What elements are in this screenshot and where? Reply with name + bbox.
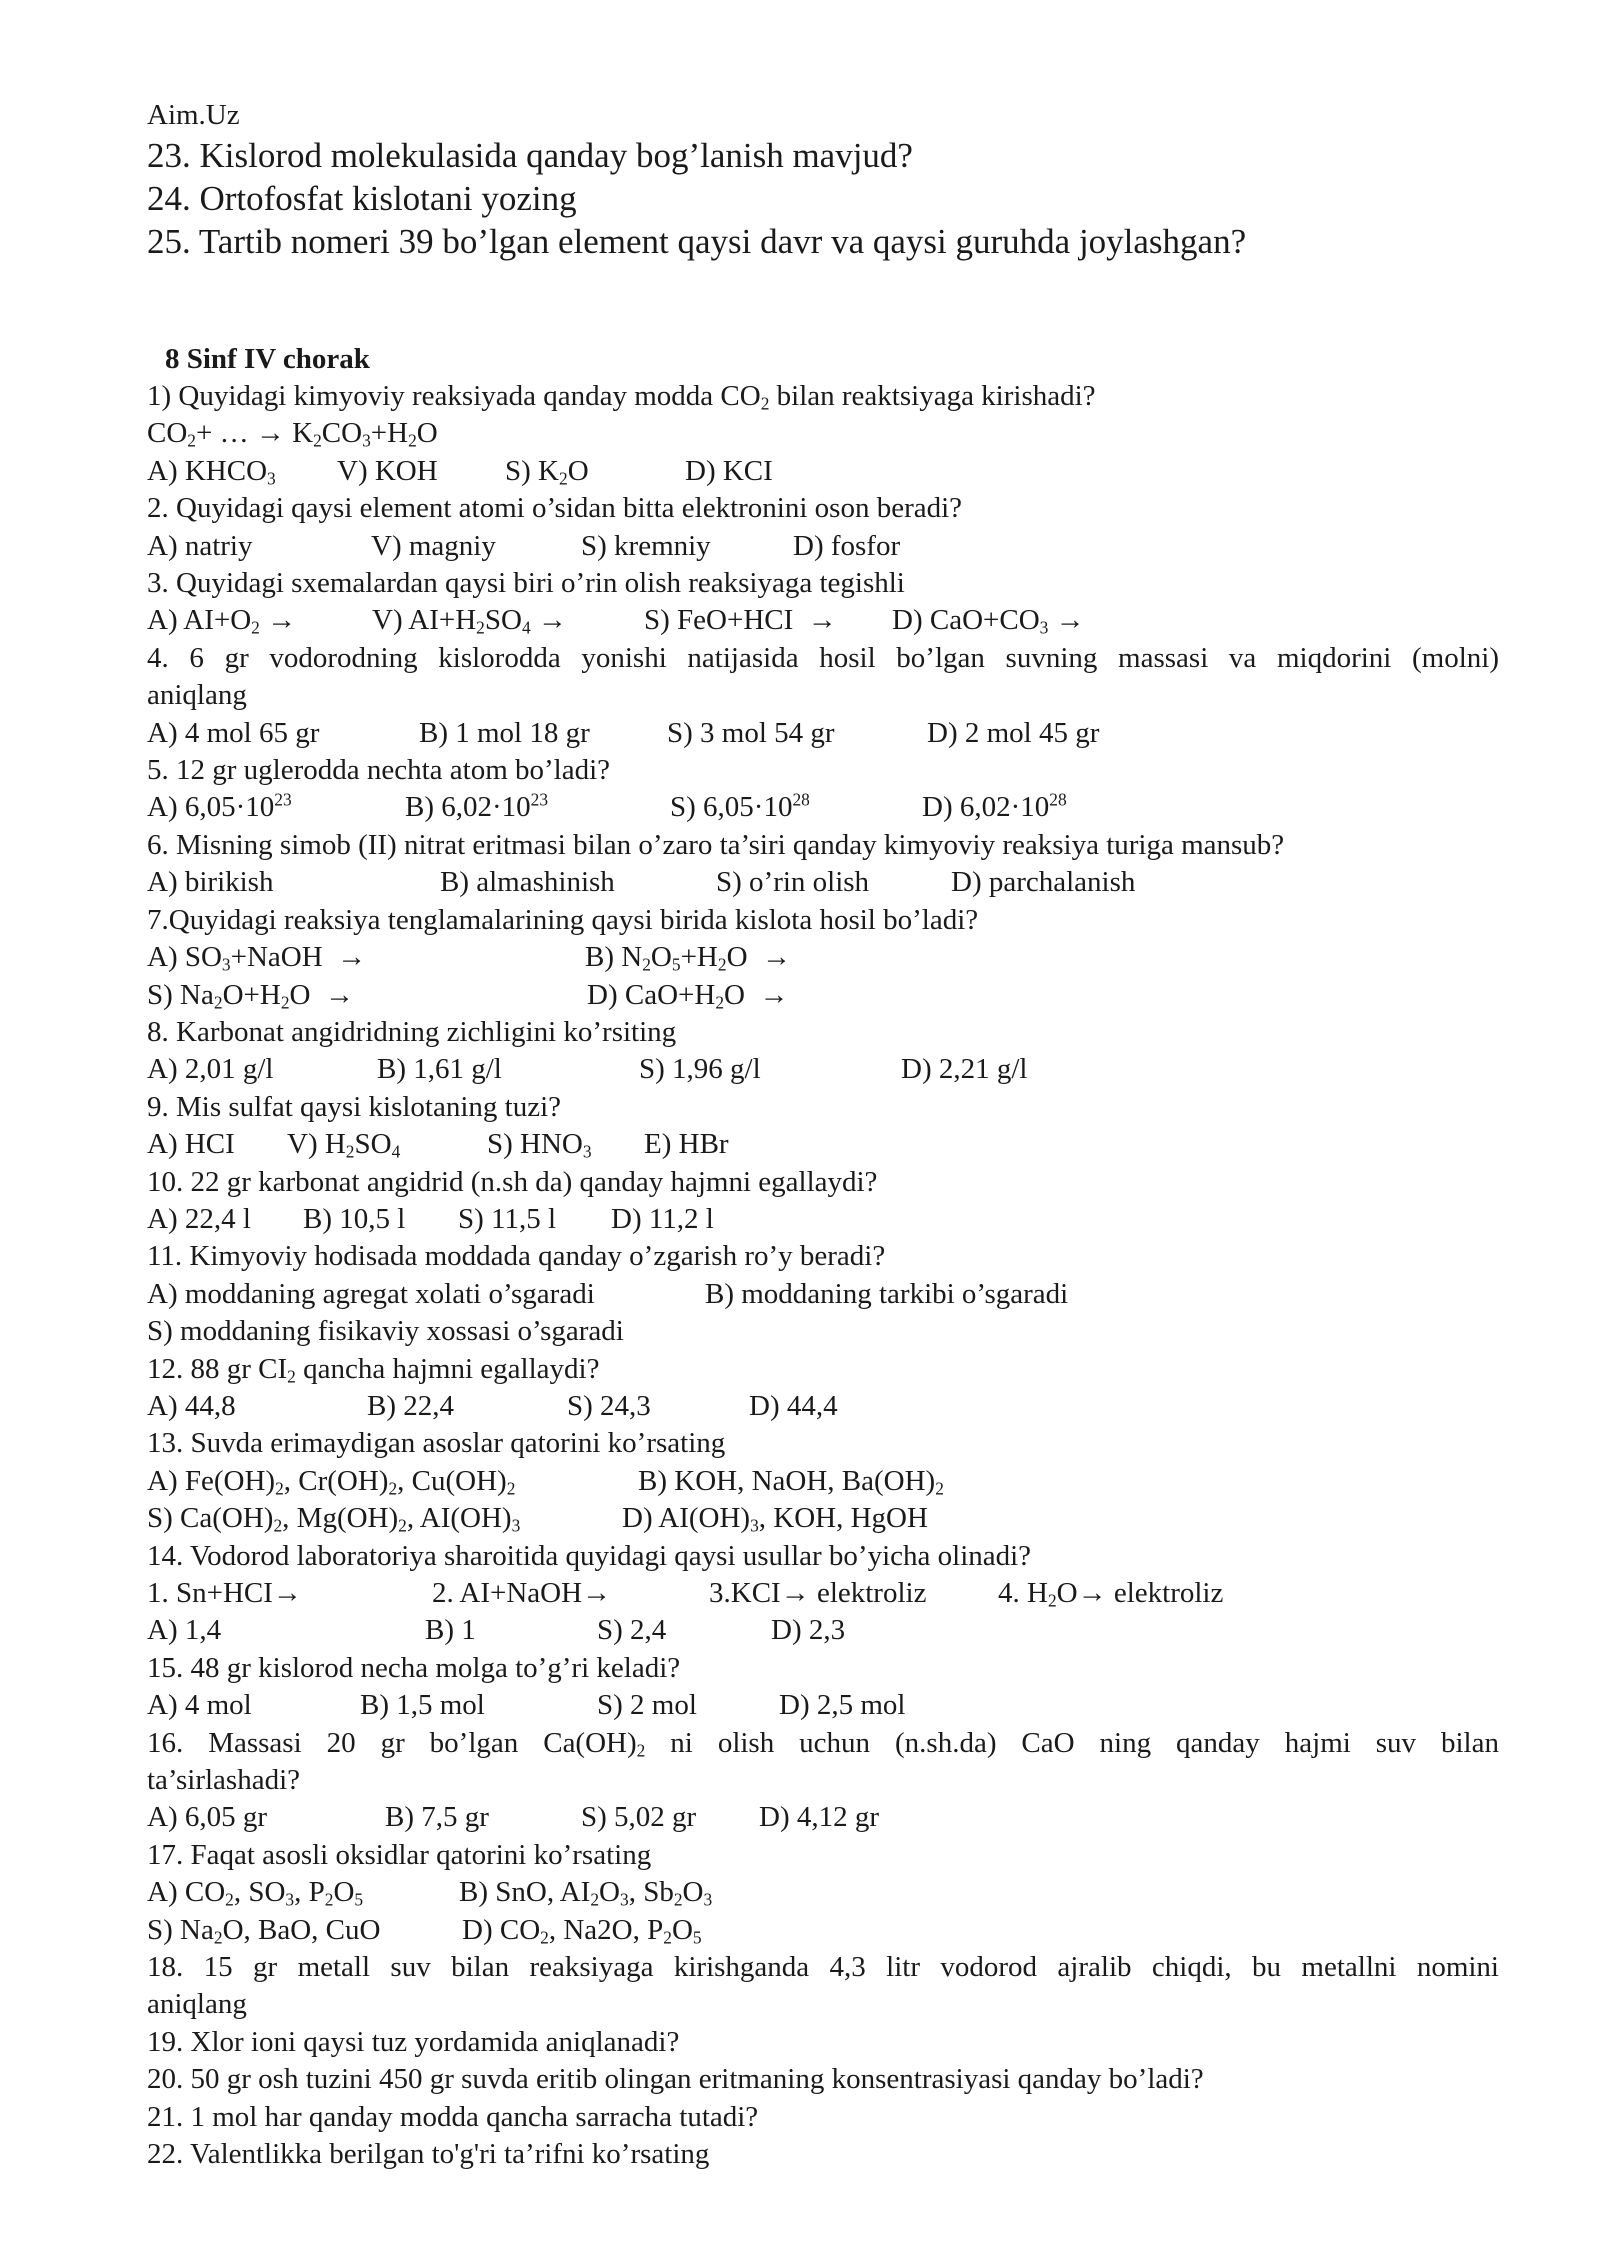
answer-options-line [147, 602, 1499, 639]
answer-option: B) moddaning tarkibi o’sgaradi [705, 1277, 1069, 1310]
section-title: 8 Sinf IV chorak [165, 343, 370, 375]
answer-option: A) birikish [147, 866, 274, 899]
question-text-line: 18. 15 gr metall suv bilan reaksiyaga kirishganda 4,3 litr vodorod ajralib chiqdi, bu metallni nomini [147, 1951, 1499, 1984]
document-page [147, 96, 1499, 2174]
answer-option: A) 44,8 [147, 1389, 236, 1422]
question-text-line: 21. 1 mol har qanday modda qancha sarracha tutadi? [147, 2100, 759, 2133]
answer-options-line [147, 1500, 1499, 1537]
answer-option: D) $6,02\cdot 10^{28}$ [922, 790, 1067, 824]
answer-option: B) $N_2O_5+H_2O$ → [585, 941, 792, 975]
question-text-line: S) moddaning fisikaviy xossasi o’sgaradi [147, 1315, 624, 1348]
answer-option: B) 1 [425, 1614, 476, 1647]
question-text-line: 20. 50 gr osh tuzini 450 gr suvda eritib olingan eritmaning konsentrasiyasi qanday bo’ladi? [147, 2063, 1204, 2096]
question-text-line: 9. Mis sulfat qaysi kislotaning tuzi? [147, 1090, 562, 1123]
question-text-line: 5. 12 gr uglerodda nechta atom bo’ladi? [147, 754, 611, 787]
answer-option: 1. Sn+HCI→ [147, 1577, 302, 1609]
answer-option: S) FeO+HCI → [644, 604, 837, 637]
answer-option: A) 2,01 g/l [147, 1053, 274, 1086]
answer-option: B) 7,5 gr [385, 1801, 489, 1834]
answer-option: B) 10,5 l [303, 1202, 406, 1235]
answer-option: A) 1,4 [147, 1614, 222, 1647]
answer-options-line [147, 1612, 1499, 1649]
answer-option: S) $K_2O$ [505, 454, 589, 489]
answer-option: E) HBr [644, 1128, 729, 1161]
answer-option: D) 2 mol 45 gr [927, 716, 1100, 749]
answer-option: V) magniy [371, 529, 496, 562]
question-text-line: 8. Karbonat angidridning zichligini ko’rsiting [147, 1015, 677, 1048]
source-label: Aim.Uz [147, 99, 240, 131]
answer-option: D) 44,4 [749, 1389, 838, 1422]
question-text-line: 13. Suvda erimaydigan asoslar qatorini ko’rsating [147, 1427, 726, 1460]
answer-option: B) 1,5 mol [360, 1689, 485, 1722]
question-list [147, 378, 1499, 2174]
answer-option: D) 2,21 g/l [901, 1053, 1028, 1086]
question-text-line: 11. Kimyoviy hodisada moddada qanday o’zgarish ro’y beradi? [147, 1240, 886, 1273]
answer-option: 3.KCI→ elektroliz [709, 1577, 927, 1609]
question-text-line: 1) Quyidagi kimyoviy reaksiyada qanday modda $CO_2$ bilan reaktsiyaga kirishadi? [147, 380, 1096, 414]
answer-options-line [147, 1575, 1499, 1612]
question-text-line: 12. 88 gr $CI_2$ qancha hajmni egallaydi? [147, 1352, 600, 1386]
answer-option: A) $AI+O_2$ → [147, 604, 297, 638]
answer-option: D) $CaO+H_2O$ → [587, 978, 789, 1012]
question-text-line: 17. Faqat asosli oksidlar qatorini ko’rsating [147, 1838, 652, 1871]
answer-option: D) $AI(OH)_3$, KOH, HgOH [622, 1502, 928, 1536]
question-text-line: 22. Valentlikka berilgan to'g'ri ta’rifni ko’rsating [147, 2138, 710, 2171]
answer-option: D) $CaO+CO_3$ → [892, 604, 1085, 638]
question-text-line: 15. 48 gr kislorod necha molga to’g’ri keladi? [147, 1651, 681, 1684]
answer-options-line [147, 1388, 1499, 1425]
answer-option: A) moddaning agregat xolati o’sgaradi [147, 1277, 595, 1310]
answer-option: S) $Ca(OH)_2$, $Mg(OH)_2$, $AI(OH)_3$ [147, 1502, 521, 1536]
answer-option: S) $HNO_3$ [487, 1128, 592, 1162]
answer-options-line [147, 453, 1499, 490]
answer-option: D) KCI [685, 454, 773, 487]
answer-option: A) $6,05\cdot 10^{23}$ [147, 790, 292, 824]
question-text-line: 19. Xlor ioni qaysi tuz yordamida aniqlanadi? [147, 2025, 680, 2058]
answer-option: A) $Fe(OH)_2$, $Cr(OH)_2$, $Cu(OH)_2$ [147, 1464, 516, 1499]
answer-options-line [147, 1799, 1499, 1836]
answer-options-line [147, 977, 1499, 1014]
answer-option: D) 4,12 gr [759, 1801, 880, 1834]
question-23: 23. Kislorod molekulasida qanday bog’lanish mavjud? [147, 136, 913, 175]
answer-option: B) almashinish [440, 866, 615, 899]
answer-option: V) $AI+H_2SO_4$ → [372, 604, 567, 638]
answer-option: D) 2,5 mol [779, 1689, 906, 1722]
answer-option: S) o’rin olish [716, 866, 870, 899]
answer-option: S) kremniy [581, 529, 711, 562]
answer-option: D) 11,2 l [611, 1202, 714, 1235]
answer-option: S) $Na_2O$, BaO, CuO [147, 1913, 381, 1947]
answer-options-line [147, 1276, 1499, 1313]
answer-option: V) KOH [337, 454, 438, 487]
question-text-line: ta’sirlashadi? [147, 1764, 301, 1797]
answer-option: D) $CO_2$, Na2O, $P_2O_5$ [462, 1913, 702, 1947]
answer-options-line [147, 1912, 1499, 1949]
answer-option: 4. $H_2O\to$ elektroliz [998, 1577, 1224, 1611]
question-text-line: 6. Misning simob (II) nitrat eritmasi bilan o’zaro ta’siri qanday kimyoviy reaksiya turiga mansub? [147, 828, 1285, 861]
answer-option: A) HCI [147, 1128, 235, 1161]
answer-option: S) 1,96 g/l [639, 1053, 761, 1086]
answer-options-line [147, 789, 1499, 826]
question-text-line: 14. Vodorod laboratoriya sharoitida quyidagi qaysi usullar bo’yicha olinadi? [147, 1539, 1032, 1572]
answer-option: D) fosfor [793, 529, 901, 562]
answer-options-line [147, 528, 1499, 565]
answer-option: S) 3 mol 54 gr [667, 716, 835, 749]
answer-option: B) 1,61 g/l [377, 1053, 502, 1086]
answer-options-line [147, 1874, 1499, 1911]
answer-options-line [147, 1201, 1499, 1238]
answer-option: A) $CO_2$, $SO_3$, $P_2O_5$ [147, 1876, 364, 1910]
question-text-line: 7.Quyidagi reaksiya tenglamalarining qaysi birida kislota hosil bo’ladi? [147, 903, 979, 936]
question-24: 24. Ortofosfat kislotani yozing [147, 179, 577, 218]
answer-option: B) 1 mol 18 gr [419, 716, 590, 749]
answer-option: S) 2,4 [597, 1614, 667, 1647]
answer-options-line [147, 715, 1499, 752]
question-text-line: $CO_2+$ … → $K_2CO_3+H_2O$ [147, 417, 438, 451]
answer-option: D) 2,3 [771, 1614, 846, 1647]
question-text-line: aniqlang [147, 1988, 247, 2021]
answer-option: B) SnO, $AI_2O_3$, $Sb_2O_3$ [459, 1876, 713, 1910]
question-text-line: 3. Quyidagi sxemalardan qaysi biri o’rin olish reaksiyaga tegishli [147, 567, 905, 600]
answer-option: A) $SO_3+NaOH$ → [147, 941, 367, 975]
answer-option: S) $Na_2O+H_2O$ → [147, 978, 354, 1012]
answer-option: S) 2 mol [597, 1689, 697, 1722]
answer-option: S) $6,05\cdot 10^{28}$ [670, 790, 810, 824]
answer-option: B) $6,02\cdot 10^{23}$ [405, 790, 549, 824]
question-text-line: 2. Quyidagi qaysi element atomi o’sidan bitta elektronini oson beradi? [147, 492, 963, 525]
answer-option: S) 5,02 gr [581, 1801, 697, 1834]
answer-options-line [147, 864, 1499, 901]
question-text-line: 4. 6 gr vodorodning kislorodda yonishi natijasida hosil bo’lgan suvning massasi va miqdorini (molni) [147, 641, 1499, 674]
answer-options-line [147, 939, 1499, 976]
question-text-line: 16. Massasi 20 gr bo’lgan $Ca(OH)_2$ ni olish uchun (n.sh.da) CaO ning qanday hajmi suv bilan [147, 1726, 1499, 1760]
answer-options-line [147, 1126, 1499, 1163]
answer-option: A) natriy [147, 529, 253, 562]
question-text-line: aniqlang [147, 679, 247, 712]
answer-option: 2. AI+NaOH→ [432, 1577, 612, 1609]
question-25: 25. Tartib nomeri 39 bo’lgan element qaysi davr va qaysi guruhda joylashgan? [147, 222, 1247, 261]
answer-option: A) $KHCO_3$ [147, 454, 276, 489]
answer-option: A) 22,4 l [147, 1202, 251, 1235]
spacer [147, 263, 1499, 340]
question-text-line: 10. 22 gr karbonat angidrid (n.sh da) qanday hajmni egallaydi? [147, 1165, 878, 1198]
answer-options-line [147, 1687, 1499, 1724]
answer-option: B) 22,4 [367, 1389, 454, 1422]
answer-options-line [147, 1051, 1499, 1088]
answer-option: A) 6,05 gr [147, 1801, 268, 1834]
answer-option: D) parchalanish [951, 866, 1136, 899]
answer-option: A) 4 mol 65 gr [147, 716, 320, 749]
answer-option: A) 4 mol [147, 1689, 252, 1722]
answer-options-line [147, 1463, 1499, 1500]
answer-option: B) KOH, NaOH, $Ba(OH)_2$ [638, 1464, 944, 1499]
answer-option: S) 24,3 [567, 1389, 651, 1422]
answer-option: V) $H_2SO_4$ [287, 1128, 401, 1162]
answer-option: S) 11,5 l [458, 1202, 557, 1235]
